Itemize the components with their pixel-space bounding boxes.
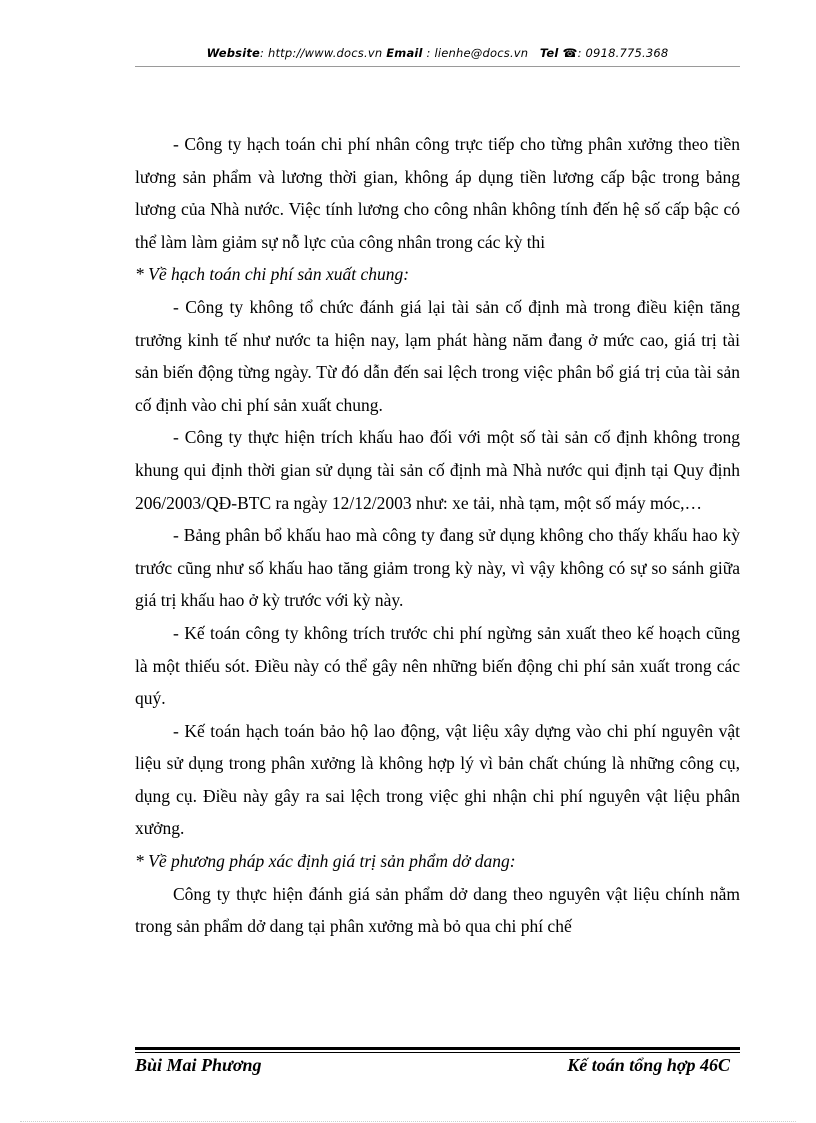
section-heading-overhead: * Về hạch toán chi phí sản xuất chung: xyxy=(135,264,410,285)
paragraph-production-stoppage: - Kế toán công ty không trích trước chi phí ngừng sản xuất theo kế hoạch cũng là một thiếu sót. Điều này có thể gây nên những biến động chi phí sản xuất trong các quý. xyxy=(135,622,740,709)
paragraph-protective-equipment: - Kế toán hạch toán bảo hộ lao động, vật liệu xây dựng vào chi phí nguyên vật liệu sử dụng trong phân xưởng là không hợp lý vì bản chất chúng là những công cụ, dụng cụ. Điều này gây ra sai lệch trong việc ghi nhận chi phí nguyên vật liệu phân xưởng. xyxy=(135,720,740,839)
tel-value: : 0918.775.368 xyxy=(577,46,669,60)
page-bottom-border xyxy=(20,1121,796,1122)
paragraph-labor-cost: - Công ty hạch toán chi phí nhân công trực tiếp cho từng phân xưởng theo tiền lương sản phẩm và lương thời gian, không áp dụng tiền lương cấp bậc trong bảng lương của Nhà nước. Việc tính lương cho công nhân không tính đến hệ số cấp bậc có thể làm làm giảm sự nỗ lực của công nhân trong các kỳ thi xyxy=(135,134,740,252)
header-divider xyxy=(135,66,740,67)
footer-author: Bùi Mai Phương xyxy=(135,1054,262,1075)
email-value: : lienhe@docs.vn xyxy=(422,46,529,60)
document-body xyxy=(135,128,740,943)
footer-class: Kế toán tổng hợp 46C xyxy=(567,1054,730,1075)
page-footer xyxy=(135,1053,740,1077)
page-header xyxy=(135,46,740,60)
website-value: : http://www.docs.vn xyxy=(260,46,383,60)
website-label: Website xyxy=(206,46,261,60)
footer-divider-thick xyxy=(135,1047,740,1050)
section-heading-wip: * Về phương pháp xác định giá trị sản phẩm dở dang: xyxy=(135,851,516,872)
paragraph-asset-revaluation: - Công ty không tổ chức đánh giá lại tài sản cố định mà trong điều kiện tăng trưởng kinh tế như nước ta hiện nay, lạm phát hàng năm đang ở mức cao, giá trị tài sản biến động từng ngày. Từ đó dẫn đến sai lệch trong việc phân bổ giá trị của tài sản cố định vào chi phí sản xuất chung. xyxy=(135,296,740,415)
paragraph-depreciation: - Công ty thực hiện trích khấu hao đối với một số tài sản cố định không trong khung qui định thời gian sử dụng tài sản cố định mà Nhà nước qui định tại Quy định 206/2003/QĐ-BTC ra ngày 12/12/2003 như: xe tải, nhà tạm, một số máy móc,… xyxy=(135,427,740,513)
email-label: Email xyxy=(386,46,423,60)
phone-icon: ☎ xyxy=(562,46,578,60)
paragraph-allocation-table: - Bảng phân bổ khấu hao mà công ty đang sử dụng không cho thấy khấu hao kỳ trước cũng như số khấu hao tăng giảm trong kỳ này, vì vậy không có sự so sánh giữa giá trị khấu hao ở kỳ trước với kỳ này. xyxy=(135,525,740,611)
paragraph-wip-valuation: Công ty thực hiện đánh giá sản phẩm dở dang theo nguyên vật liệu chính nằm trong sản phẩm dở dang tại phân xưởng mà bỏ qua chi phí chế xyxy=(135,883,740,937)
tel-label: Tel xyxy=(539,46,559,60)
